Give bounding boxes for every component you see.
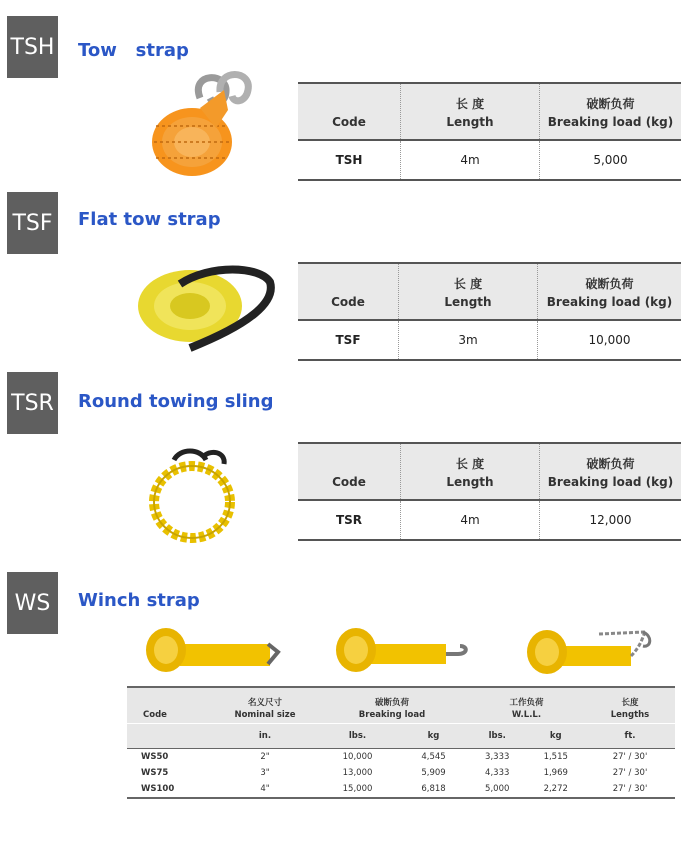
winch-strap-hook-image [332, 626, 477, 676]
cell-load: 12,000 [540, 500, 682, 540]
ws-header-wll: 工作负荷 W.L.L. [468, 687, 585, 724]
header-load: 破断负荷 Breaking load (kg) [538, 263, 682, 320]
ws-cell-len: 27' / 30' [612, 752, 648, 762]
ws-unit-w-kg: kg [526, 724, 585, 749]
ws-cell-code: WS75 [141, 768, 169, 778]
spec-table-tsr [298, 442, 681, 541]
cell-code: TSH [298, 140, 401, 180]
section-title-tsf: Flat tow strap [78, 209, 221, 230]
strap-band [180, 644, 270, 666]
header-load: 破断负荷 Breaking load (kg) [540, 83, 682, 140]
ws-cell-b-lbs: 13,000 [342, 768, 373, 778]
strap-roll-inner [154, 636, 178, 664]
ws-unit-nominal: in. [214, 724, 316, 749]
winch-strap-ring-image [140, 624, 285, 676]
ws-cell-code: WS100 [127, 781, 214, 798]
ws-cell-len: 27' / 30' [612, 768, 648, 778]
code-box-ws: WS [7, 572, 58, 634]
cell-code: TSR [298, 500, 401, 540]
round-towing-sling-image [140, 446, 250, 546]
header-load: 破断负荷 Breaking load (kg) [540, 443, 682, 500]
ws-cell-size: 2" [260, 752, 270, 762]
ws-cell-w-kg: 1,969 [543, 768, 568, 778]
code-box-tsh: TSH [7, 16, 58, 78]
ws-cell-b-kg: 4,545 [421, 752, 446, 762]
header-code: Code [298, 83, 401, 140]
ws-unit-b-kg: kg [399, 724, 468, 749]
section-title-tsr: Round towing sling [78, 391, 274, 412]
cell-length: 3m [399, 320, 538, 360]
strap-roll-core [170, 293, 210, 319]
flat-tow-strap-image [130, 262, 280, 352]
ws-header-nominal: 名义尺寸 Nominal size [214, 687, 316, 724]
ws-cell-b-kg: 6,818 [399, 781, 468, 798]
ws-cell-code: WS50 [141, 752, 169, 762]
cell-code: TSF [298, 320, 399, 360]
ws-unit-w-lbs: lbs. [468, 724, 527, 749]
ws-unit-b-lbs: lbs. [316, 724, 399, 749]
ws-cell-w-kg: 2,272 [526, 781, 585, 798]
cell-load: 5,000 [540, 140, 682, 180]
cell-length: 4m [401, 500, 540, 540]
strap-band [370, 644, 446, 664]
ws-header-lengths: 长度 Lengths [585, 687, 675, 724]
header-length: 长 度 Length [401, 83, 540, 140]
spec-table-tsh [298, 82, 681, 181]
section-title-ws: Winch strap [78, 590, 200, 611]
ws-cell-w-lbs: 4,333 [485, 768, 510, 778]
strap-band [561, 646, 631, 666]
ws-cell-w-kg: 1,515 [543, 752, 568, 762]
ws-header-code: Code [127, 687, 214, 724]
ws-unit-blank [127, 724, 214, 749]
cell-load: 10,000 [538, 320, 682, 360]
flat-hook [446, 646, 466, 654]
ws-cell-b-lbs: 10,000 [342, 752, 373, 762]
ws-cell-w-lbs: 5,000 [468, 781, 527, 798]
header-length: 长 度 Length [399, 263, 538, 320]
header-code: Code [298, 443, 401, 500]
strap-roll-inner [344, 636, 368, 664]
header-code: Code [298, 263, 399, 320]
winch-spec-table [127, 686, 675, 799]
ws-cell-b-lbs: 15,000 [316, 781, 399, 798]
winch-strap-chain-image [523, 626, 658, 676]
code-box-tsr: TSR [7, 372, 58, 434]
sling-core [154, 466, 230, 538]
ws-unit-lengths: ft. [585, 724, 675, 749]
strap-roll-inner [535, 638, 559, 666]
ws-header-breaking: 破断负荷 Breaking load [316, 687, 468, 724]
tow-strap-image [130, 68, 270, 180]
ws-cell-len: 27' / 30' [585, 781, 675, 798]
ws-cell-w-lbs: 3,333 [485, 752, 510, 762]
ws-cell-b-kg: 5,909 [421, 768, 446, 778]
ws-cell-size: 4" [214, 781, 316, 798]
ws-cell-size: 3" [260, 768, 270, 778]
section-title-tsh: Tow strap [78, 40, 189, 61]
spec-table-tsf [298, 262, 681, 361]
header-length: 长 度 Length [401, 443, 540, 500]
code-box-tsf: TSF [7, 192, 58, 254]
cell-length: 4m [401, 140, 540, 180]
